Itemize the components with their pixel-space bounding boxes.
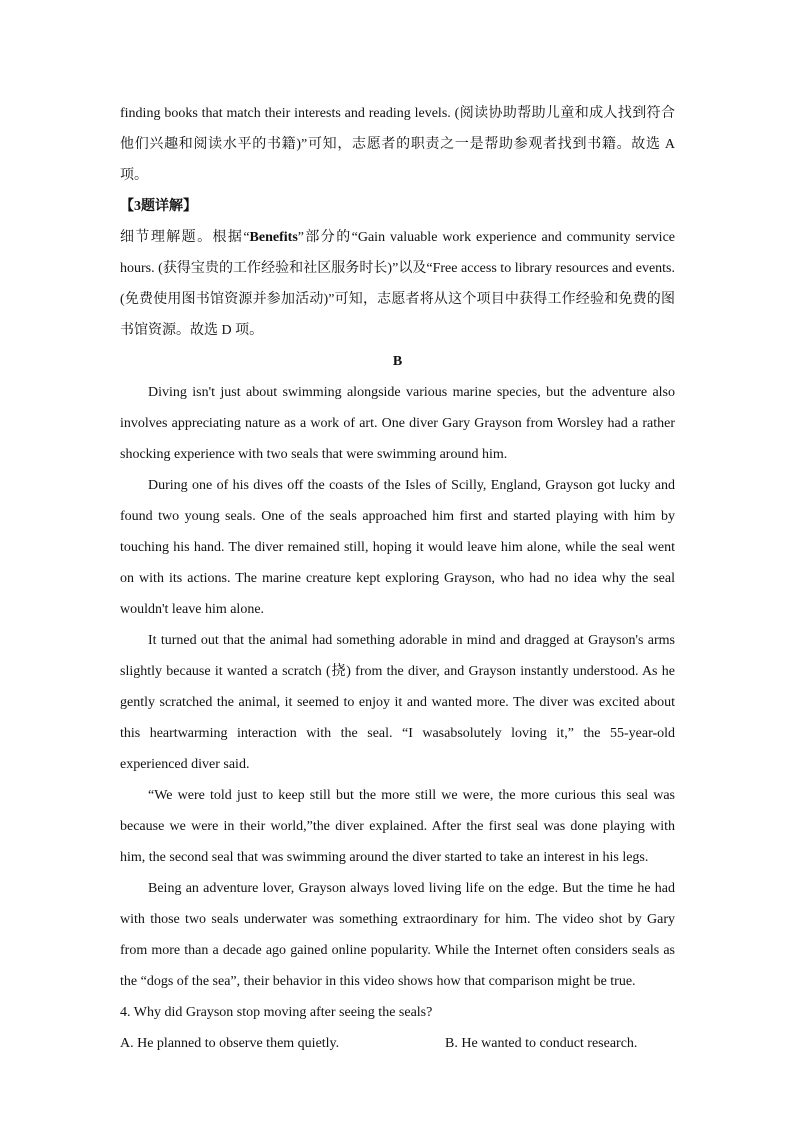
- passage-paragraph-2: During one of his dives off the coasts of the Isles of Scilly, England, Grayson got lucky and found two young seals. One of the seals approached him first and started playing with him by touching his hand. The diver remained still, hoping it would leave him alone, while the seal went on with its actions. The marine creature kept exploring Grayson, who had no idea why the seal wouldn't leave him alone.: [120, 478, 675, 617]
- passage-paragraph-5: Being an adventure lover, Grayson always loved living life on the edge. But the time he had with those two seals underwater was something extraordinary for him. The video shot by Gary from more than a decade ago gained online popularity. While the Internet often considers seals as the “dogs of the sea”, their behavior in this video shows how that comparison might be true.: [120, 881, 675, 989]
- passage-paragraph-3: It turned out that the animal had something adorable in mind and dragged at Grayson's arms slightly because it wanted a scratch (挠) from the diver, and Grayson instantly understood. As he gently scratched the animal, it seemed to enjoy it and wanted more. The diver was excited about this heartwarming interaction with the seal. “I wasabsolutely loving it,” the 55-year-old experienced diver said.: [120, 633, 675, 772]
- question-4-text: 4. Why did Grayson stop moving after seeing the seals?: [120, 1005, 433, 1020]
- option-a: A. He planned to observe them quietly.: [120, 1036, 340, 1051]
- question-4-options: [120, 1028, 675, 1059]
- explanation-3-intro: 细节理解题。根据“: [120, 230, 250, 245]
- document-content: [120, 98, 675, 1059]
- answer-explanation-2-end: finding books that match their interests and reading levels. (阅读协助帮助儿童和成人找到符合他们兴趣和阅读水平的书籍)”可知，志愿者的职责之一是帮助参观者找到书籍。故选 A 项。: [120, 106, 675, 183]
- section-title: B: [392, 354, 403, 369]
- answer-explanation-3: [120, 222, 675, 346]
- passage-paragraph-1: Diving isn't just about swimming alongside various marine species, but the adventure also involves appreciating nature as a work of art. One diver Gary Grayson from Worsley had a rather shocking experience with two seals that were swimming around him.: [120, 385, 675, 462]
- benefits-term: Benefits: [249, 230, 298, 245]
- question-3-heading: 【3题详解】: [120, 199, 197, 214]
- explanation-3-body: ”部分的“Gain valuable work experience and community service hours. (获得宝贵的工作经验和社区服务时长)”以及“Free access to library resources and events. (免费使用图书馆资源并参加活动)”可知，志愿者将从这个项目中获得工作经验和免费的图书馆资源。故选 D 项。: [120, 230, 675, 338]
- option-b: B. He wanted to conduct research.: [445, 1036, 638, 1051]
- passage-paragraph-4: “We were told just to keep still but the more still we were, the more curious this seal was because we were in their world,”the diver explained. After the first seal was done playing with him, the second seal that was swimming around the diver started to take an interest in his legs.: [120, 788, 675, 865]
